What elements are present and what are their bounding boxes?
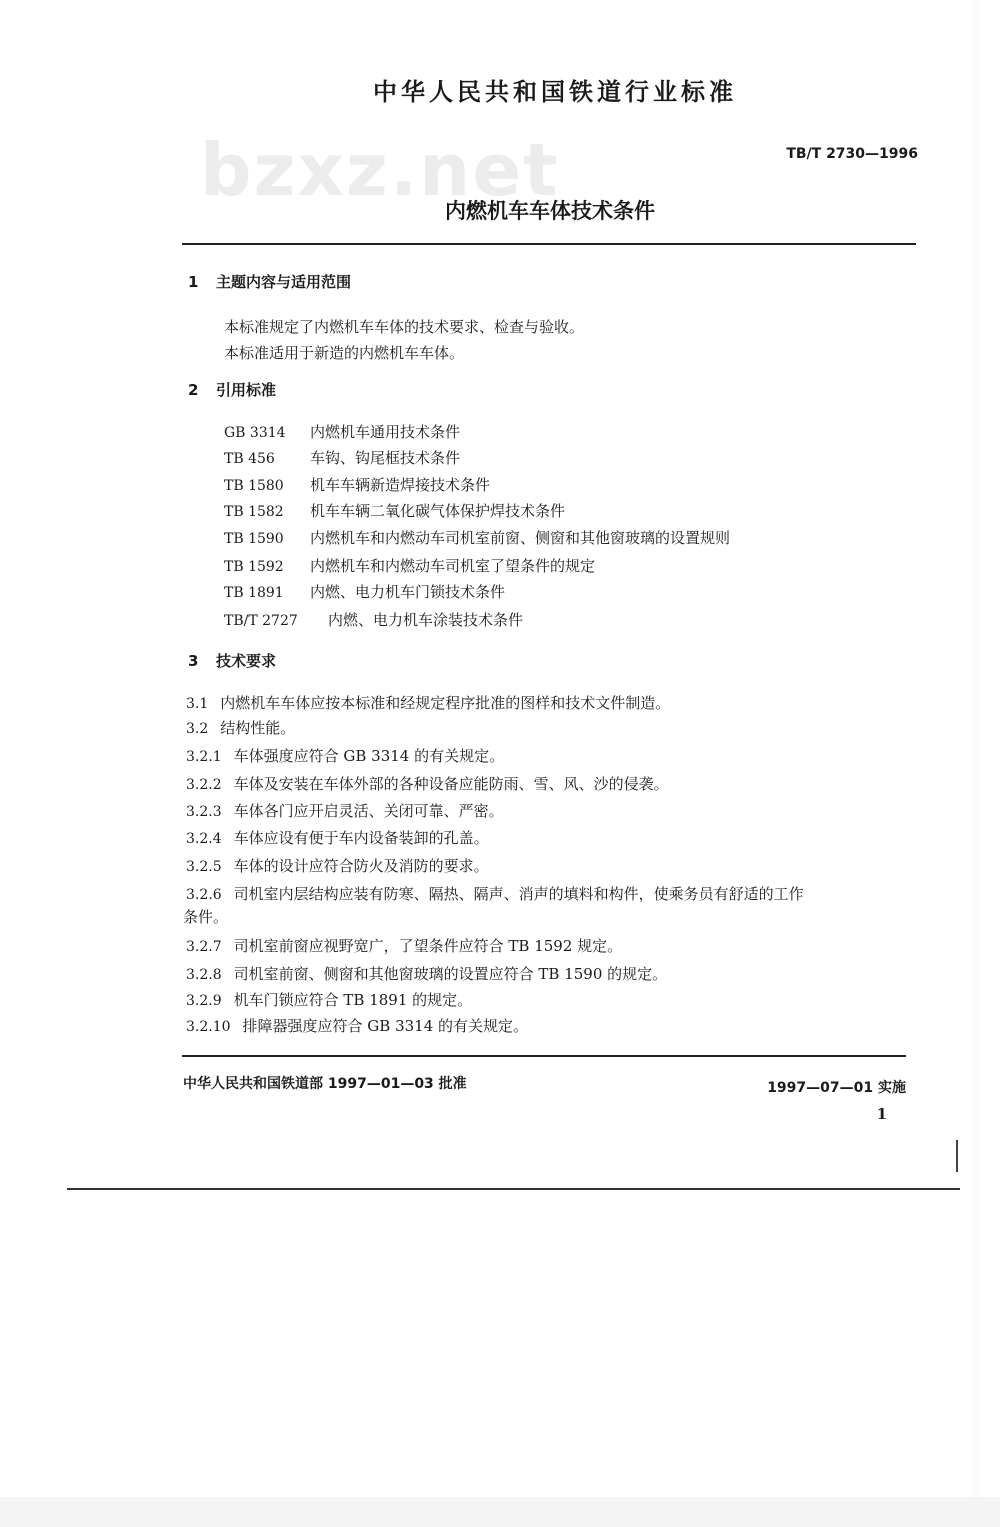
reference-name: 车钩、钩尾框技术条件 (310, 449, 461, 467)
clause (186, 692, 670, 713)
reference-code: TB 456 (224, 451, 275, 467)
clause (186, 827, 489, 848)
clause-number: 3.2.7 (186, 939, 222, 955)
title-divider (182, 243, 916, 245)
reference-name: 内燃机车通用技术条件 (310, 423, 461, 441)
reference-item (224, 527, 730, 548)
reference-item (224, 555, 595, 576)
clause (186, 883, 804, 904)
section-number: 1 (188, 273, 199, 291)
reference-code: TB/T 2727 (224, 613, 298, 629)
org-title: 中华人民共和国铁道行业标准 (373, 78, 737, 106)
section-title: 引用标准 (216, 381, 277, 399)
clause-text: 内燃机车车体应按本标准和经规定程序批准的图样和技术文件制造。 (220, 694, 671, 712)
page-number: 1 (876, 1105, 887, 1123)
clause-number: 3.2.4 (186, 831, 222, 847)
clause-number: 3.2 (186, 721, 209, 737)
clause-text: 车体及安装在车体外部的各种设备应能防雨、雪、风、沙的侵袭。 (233, 775, 669, 793)
reference-item (224, 421, 460, 442)
reference-code: TB 1592 (224, 559, 284, 575)
section-3-heading (188, 650, 276, 671)
standard-number: TB/T 2730—1996 (786, 146, 918, 162)
clause (186, 717, 295, 738)
clause-text: 车体各门应开启灵活、关闭可靠、严密。 (233, 802, 504, 820)
clause-text: 司机室前窗应视野宽广，了望条件应符合 TB 1592 规定。 (233, 937, 623, 955)
section-number: 2 (188, 381, 199, 399)
section-number: 3 (188, 652, 199, 670)
clause-text: 结构性能。 (220, 719, 296, 737)
clause-text: 司机室前窗、侧窗和其他窗玻璃的设置应符合 TB 1590 的规定。 (233, 965, 668, 983)
clause-text: 机车门锁应符合 TB 1891 的规定。 (233, 991, 473, 1009)
reference-name: 内燃机车和内燃动车司机室了望条件的规定 (310, 557, 596, 575)
clause-text: 车体的设计应符合防火及消防的要求。 (233, 857, 489, 875)
clause-number: 3.2.8 (186, 967, 222, 983)
clause-continuation: 条件。 (183, 908, 229, 926)
watermark: bzxz.net (200, 128, 560, 212)
reference-item (224, 581, 505, 602)
clause-text: 车体应设有便于车内设备装卸的孔盖。 (233, 829, 489, 847)
clause-number: 3.2.3 (186, 804, 222, 820)
clause-text: 司机室内层结构应装有防寒、隔热、隔声、消声的填料和构件，使乘务员有舒适的工作 (233, 885, 804, 903)
reference-name: 内燃机车和内燃动车司机室前窗、侧窗和其他窗玻璃的设置规则 (310, 529, 731, 547)
reference-code: GB 3314 (224, 425, 286, 441)
section-2-heading (188, 379, 276, 400)
page-bottom-edge (67, 1188, 960, 1190)
clause (186, 963, 667, 984)
clause-number: 3.2.6 (186, 887, 222, 903)
clause (186, 773, 669, 794)
reference-name: 内燃、电力机车涂装技术条件 (328, 611, 524, 629)
reference-code: TB 1580 (224, 478, 284, 494)
reference-name: 机车车辆新造焊接技术条件 (310, 476, 491, 494)
clause-number: 3.2.5 (186, 859, 222, 875)
reference-item (224, 447, 460, 468)
reference-code: TB 1590 (224, 531, 284, 547)
clause-number: 3.2.10 (186, 1019, 231, 1035)
reference-item (224, 474, 490, 495)
clause (186, 745, 504, 766)
reference-name: 内燃、电力机车门锁技术条件 (310, 583, 506, 601)
viewer-bottom-strip (0, 1497, 1000, 1527)
clause-text: 车体强度应符合 GB 3314 的有关规定。 (233, 747, 505, 765)
clause (186, 800, 504, 821)
clause (186, 1015, 528, 1036)
clause-number: 3.2.9 (186, 993, 222, 1009)
paragraph: 本标准规定了内燃机车车体的技术要求、检查与验收。 (224, 318, 585, 336)
clause-number: 3.2.2 (186, 777, 222, 793)
clause-text: 排障器强度应符合 GB 3314 的有关规定。 (242, 1017, 529, 1035)
clause-number: 3.2.1 (186, 749, 222, 765)
clause (186, 935, 622, 956)
reference-code: TB 1582 (224, 504, 284, 520)
section-1-heading (188, 271, 351, 292)
section-title: 主题内容与适用范围 (216, 273, 352, 291)
clause-number: 3.1 (186, 696, 209, 712)
clause (186, 855, 489, 876)
clause (186, 989, 472, 1010)
scan-edge-mark (956, 1140, 958, 1172)
section-title: 技术要求 (216, 652, 277, 670)
reference-code: TB 1891 (224, 585, 284, 601)
reference-name: 机车车辆二氧化碳气体保护焊技术条件 (310, 502, 566, 520)
document-title: 内燃机车车体技术条件 (445, 199, 655, 223)
approval-date: 中华人民共和国铁道部 1997—01—03 批准 (183, 1076, 467, 1092)
reference-item (224, 609, 523, 630)
effective-date: 1997—07—01 实施 (767, 1080, 906, 1096)
paragraph: 本标准适用于新造的内燃机车车体。 (224, 344, 465, 362)
footer-divider (182, 1055, 906, 1057)
reference-item (224, 500, 565, 521)
